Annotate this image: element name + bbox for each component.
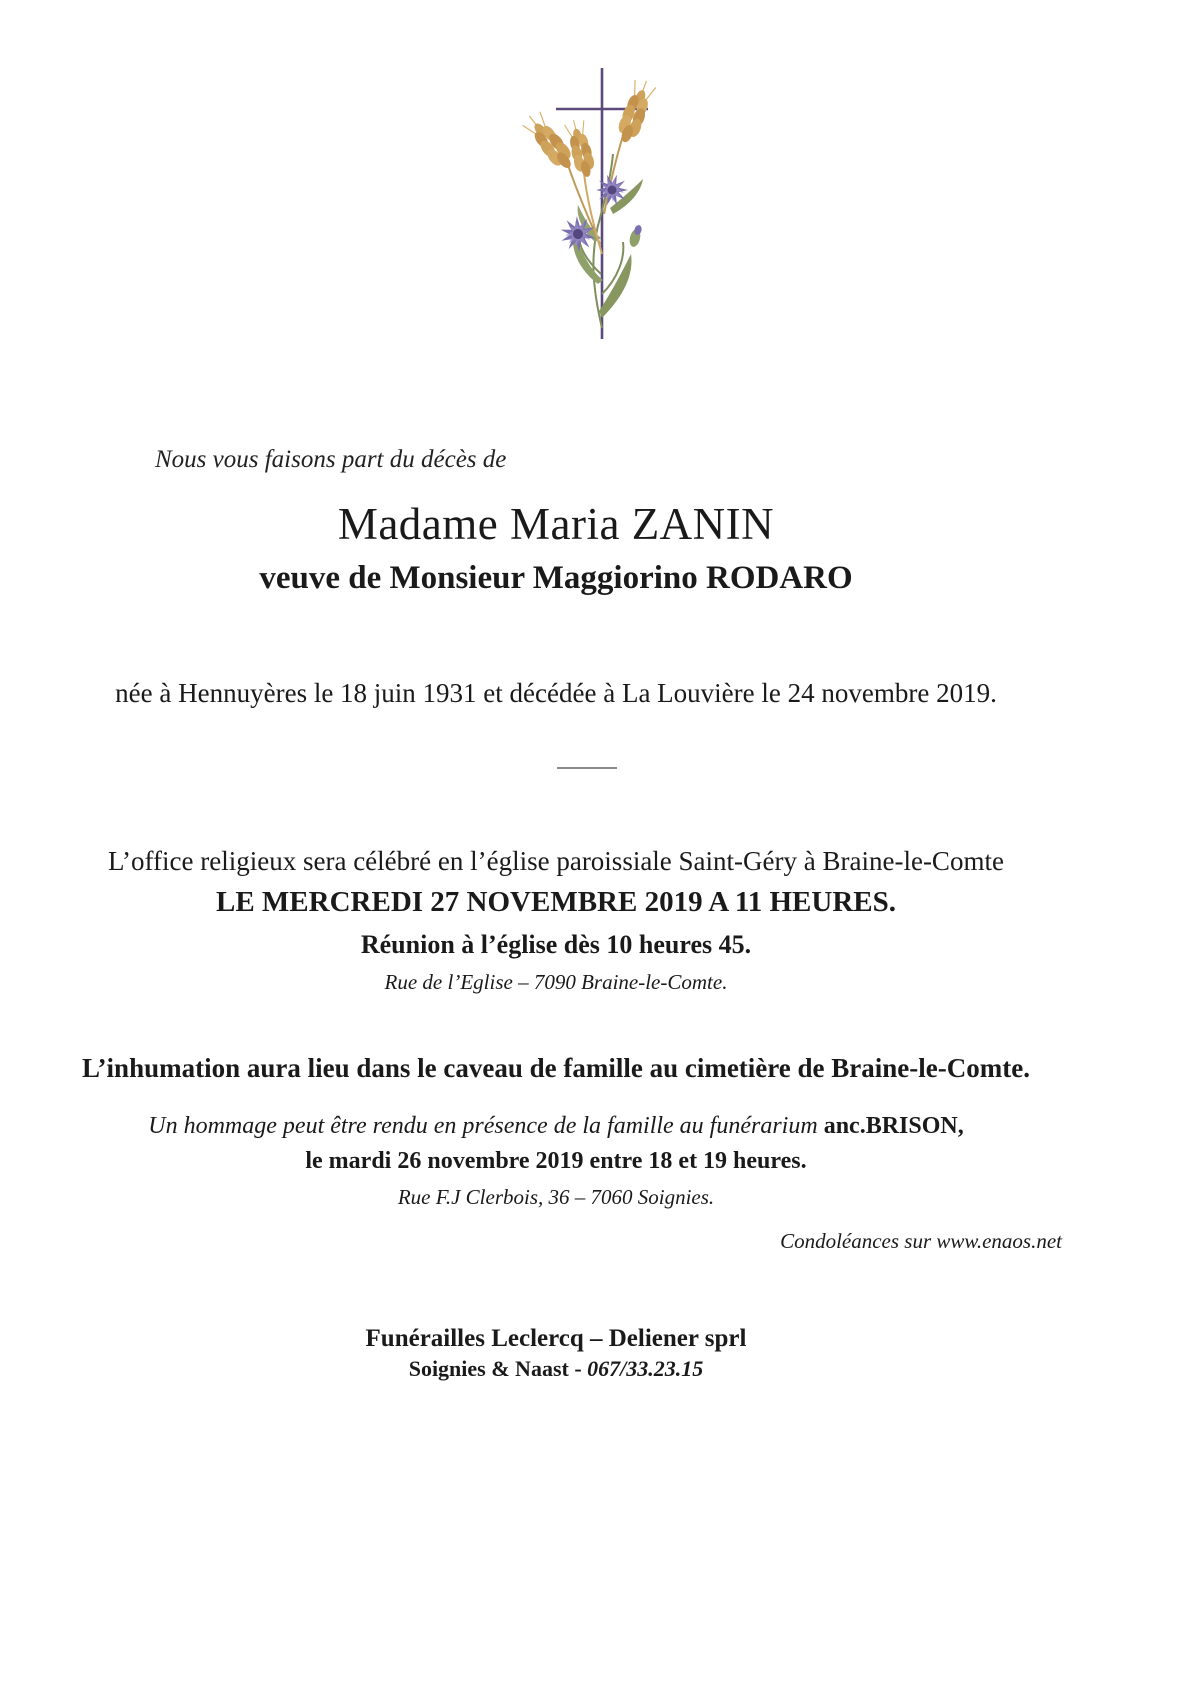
- deceased-name: Madame Maria ZANIN: [337, 499, 775, 549]
- funerarium-name: anc.BRISON,: [823, 1113, 964, 1139]
- relation-line: veuve de Monsieur Maggiorino RODARO: [259, 560, 853, 596]
- tribute-intro-text: Un hommage peut être rendu en présence de la famille au funérarium: [148, 1113, 824, 1139]
- funeral-home-phone: 067/33.23.15: [587, 1356, 704, 1381]
- section-divider: [557, 767, 617, 769]
- funerarium-address-line: Rue F.J Clerbois, 36 – 7060 Soignies.: [397, 1185, 715, 1209]
- funeral-home-contact: [60, 1356, 1052, 1382]
- tribute-schedule-line: le mardi 26 novembre 2019 entre 18 et 19 heures.: [305, 1148, 807, 1174]
- service-datetime-line: LE MERCREDI 27 NOVEMBRE 2019 A 11 HEURES.: [216, 886, 896, 918]
- service-intro-line: L’office religieux sera célébré en l’église paroissiale Saint-Géry à Braine-le-Comte: [108, 846, 1004, 876]
- tribute-intro-line: [60, 1113, 1052, 1140]
- burial-line: L’inhumation aura lieu dans le caveau de famille au cimetière de Braine-le-Comte.: [82, 1053, 1030, 1083]
- life-dates-line: née à Hennuyères le 18 juin 1931 et décédée à La Louvière le 24 novembre 2019.: [115, 678, 997, 708]
- church-address-line: Rue de l’Eglise – 7090 Braine-le-Comte.: [384, 970, 728, 994]
- funeral-home-locations: Soignies & Naast -: [408, 1356, 588, 1381]
- intro-line: Nous vous faisons part du décès de: [155, 446, 507, 473]
- funeral-home-name: Funérailles Leclercq – Deliener sprl: [365, 1325, 747, 1352]
- cross-wheat-flowers-artwork: [512, 42, 682, 342]
- condolences-line: Condoléances sur www.enaos.net: [780, 1229, 1062, 1253]
- service-meeting-line: Réunion à l’église dès 10 heures 45.: [360, 930, 752, 959]
